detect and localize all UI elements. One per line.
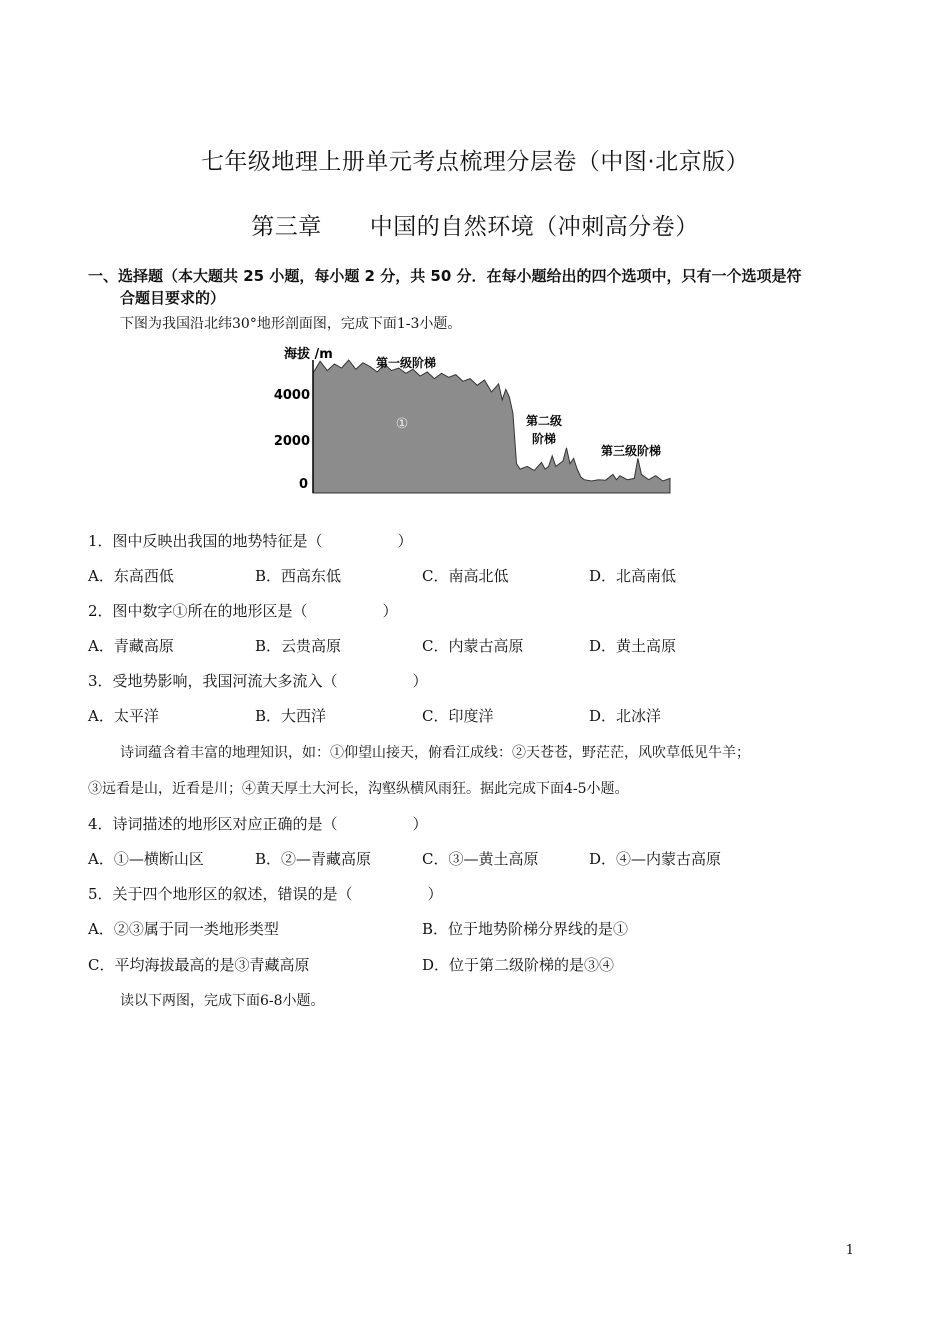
- q5-option-c: C．平均海拔最高的是③青藏高原: [88, 956, 310, 974]
- q4-option-d: D．④—内蒙古高原: [589, 850, 722, 868]
- q4-option-b: B．②—青藏高原: [255, 850, 372, 868]
- question-2: 2．图中数字①所在的地形区是（ ）: [88, 602, 398, 620]
- y-tick-0: 0: [298, 477, 308, 492]
- label-second-step-a: 第二级: [526, 414, 563, 428]
- section-heading: [88, 265, 802, 309]
- q4-option-c: C．③—黄土高原: [422, 850, 539, 868]
- q2-option-d: D．黄土高原: [589, 637, 677, 655]
- section-heading-line2: 合题目要求的）: [120, 289, 226, 307]
- question-3: 3．受地势影响，我国河流大多流入（ ）: [88, 672, 428, 690]
- q4-option-a: A．①—横断山区: [88, 850, 204, 868]
- y-tick-4000: 4000: [273, 388, 310, 403]
- q5-option-d: D．位于第二级阶梯的是③④: [422, 956, 615, 974]
- intro-text-2: 读以下两图，完成下面6-8小题。: [120, 993, 325, 1009]
- q1-option-b: B．西高东低: [255, 567, 342, 585]
- question-5: 5．关于四个地形区的叙述，错误的是（ ）: [88, 885, 443, 903]
- label-second-step-b: 阶梯: [532, 432, 557, 446]
- q3-option-b: B．大西洋: [255, 707, 327, 725]
- q2-option-a: A．青藏高原: [88, 637, 174, 655]
- poem-intro-line2: ③远看是山，近看是川；④黄天厚土大河长，沟壑纵横风雨狂。据此完成下面4-5小题。: [88, 781, 629, 797]
- q1-option-a: A．东高西低: [88, 567, 174, 585]
- chapter-number: 第三章: [251, 214, 322, 240]
- chapter-name: 中国的自然环境（冲刺高分卷）: [369, 214, 699, 240]
- q1-option-d: D．北高南低: [589, 567, 677, 585]
- q3-option-d: D．北冰洋: [589, 707, 662, 725]
- terrain-profile-chart: [273, 340, 678, 500]
- terrain-area: [313, 360, 670, 493]
- y-axis-label: 海拔 /m: [284, 347, 333, 362]
- question-1: 1．图中反映出我国的地势特征是（ ）: [88, 532, 413, 550]
- q2-option-b: B．云贵高原: [255, 637, 342, 655]
- label-circle-1: ①: [395, 416, 409, 432]
- label-third-step: 第三级阶梯: [601, 444, 662, 458]
- q2-option-c: C．内蒙古高原: [422, 637, 524, 655]
- label-first-step: 第一级阶梯: [376, 356, 437, 370]
- q5-option-a: A．②③属于同一类地形类型: [88, 920, 279, 938]
- q3-option-c: C．印度洋: [422, 707, 494, 725]
- page-number: 1: [845, 1243, 854, 1258]
- y-tick-2000: 2000: [273, 434, 310, 449]
- question-4: 4．诗词描述的地形区对应正确的是（ ）: [88, 815, 428, 833]
- chapter-subtitle: [0, 208, 950, 241]
- poem-intro-line1: 诗词蕴含着丰富的地理知识，如：①仰望山接天，俯看江成线：②天苍苍，野茫茫，风吹草低见牛羊；: [120, 745, 750, 761]
- intro-text-1: 下图为我国沿北纬30°地形剖面图，完成下面1-3小题。: [120, 316, 462, 332]
- section-heading-line1: 一、选择题（本大题共 25 小题，每小题 2 分，共 50 分．在每小题给出的四个选项中，只有一个选项是符: [88, 267, 802, 285]
- q5-option-b: B．位于地势阶梯分界线的是①: [422, 920, 629, 938]
- q3-option-a: A．太平洋: [88, 707, 159, 725]
- q1-option-c: C．南高北低: [422, 567, 509, 585]
- page-title: 七年级地理上册单元考点梳理分层卷（中图·北京版）: [200, 149, 750, 175]
